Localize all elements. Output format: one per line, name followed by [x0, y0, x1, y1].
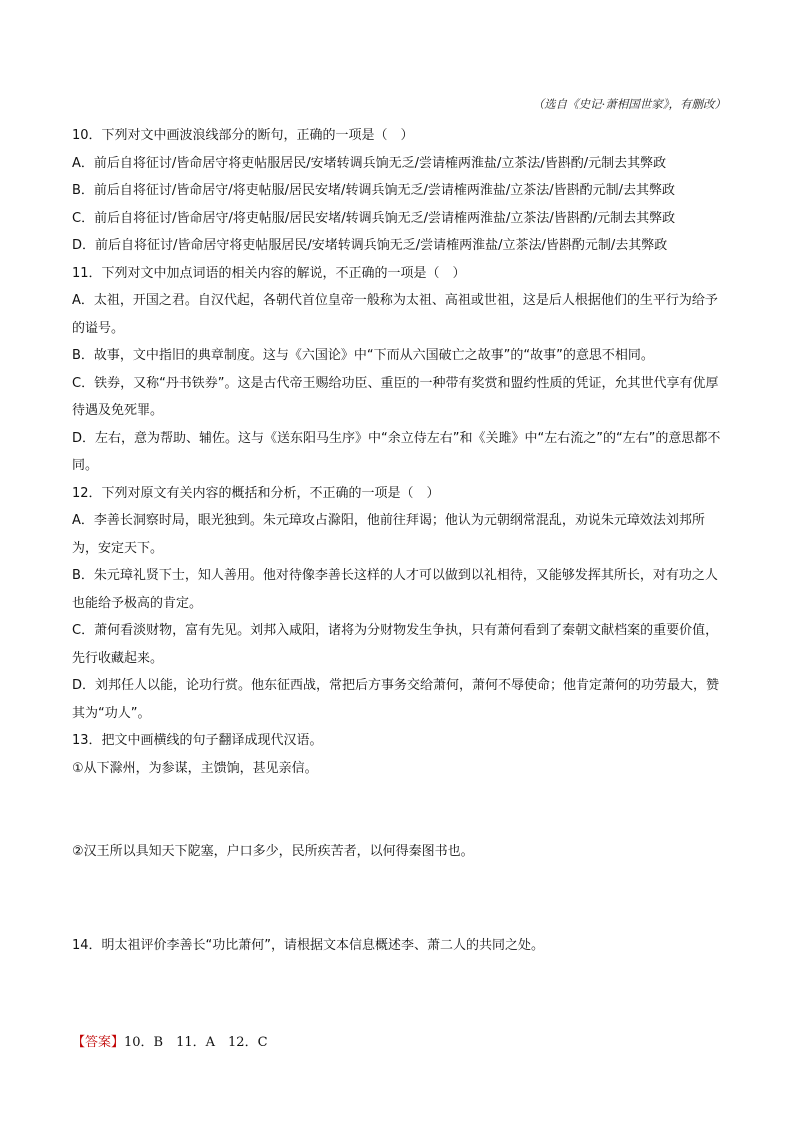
- q11-stem: 11．下列对文中加点词语的相关内容的解说，不正确的一项是（ ）: [72, 265, 466, 281]
- q13-stem: 13．把文中画横线的句子翻译成现代汉语。: [72, 733, 323, 748]
- q11-option-a: A．太祖，开国之君。自汉代起，各朝代首位皇帝一般称为太祖、高祖或世祖，这是后人根据他们的生平行为给予的谥号。: [72, 293, 718, 336]
- q11-option-c: C．铁券，又称“丹书铁券”。这是古代帝王赐给功臣、重臣的一种带有奖赏和盟约性质的凭证，允其世代享有优厚待遇及免死罪。: [72, 375, 719, 418]
- answer-space-3: [72, 959, 726, 1029]
- source-note: （选自《史记·萧相国世家》，有删改）: [532, 97, 726, 111]
- answer-text: 10．B 11．A 12．C: [124, 1035, 268, 1050]
- q10-option-b: B．前后自将征讨/皆命居守/将吏帖服/居民安堵/转调兵饷无乏/尝请榷两淮盐/立茶法/皆斟酌元制/去其弊政: [72, 183, 675, 198]
- answer-line: [72, 1029, 726, 1057]
- question-content: [72, 122, 726, 1057]
- answer-label: 【答案】: [72, 1035, 125, 1050]
- q12-option-d: D．刘邦任人以能，论功行赏。他东征西战，常把后方事务交给萧何，萧何不辱使命；他肯定萧何的功劳最大，赞其为“功人”。: [72, 678, 720, 721]
- q11-option-d: D．左右，意为帮助、辅佐。这与《送东阳马生序》中“余立侍左右”和《关雎》中“左右流之”的“左右”的意思都不同。: [72, 430, 721, 473]
- q13-sentence-2: ②汉王所以具知天下阸塞，户口多少，民所疾苦者，以何得秦图书也。: [72, 844, 474, 859]
- q12-option-b: B．朱元璋礼贤下士，知人善用。他对待像李善长这样的人才可以做到以礼相待，又能够发挥其所长，对有功之人也能给予极高的肯定。: [72, 568, 718, 611]
- q14-stem: 14．明太祖评价李善长“功比萧何”，请根据文本信息概述李、萧二人的共同之处。: [72, 937, 545, 953]
- answer-space-1: [72, 782, 726, 838]
- q13-sentence-1: ①从下滁州，为参谋，主馈饷，甚见亲信。: [72, 760, 318, 776]
- q10-stem: 10．下列对文中画波浪线部分的断句，正确的一项是（ ）: [72, 128, 414, 143]
- q12-option-a: A．李善长洞察时局，眼光独到。朱元璋攻占滁阳，他前往拜谒；他认为元朝纲常混乱，劝说朱元璋效法刘邦所为，安定天下。: [72, 513, 705, 556]
- q11-option-b: B．故事，文中指旧的典章制度。这与《六国论》中“下而从六国破亡之故事”的“故事”的意思不相同。: [72, 348, 654, 363]
- q10-option-a: A．前后自将征讨/皆命居守将吏帖服居民/安堵转调兵饷无乏/尝请榷两淮盐/立茶法/皆斟酌/元制去其弊政: [72, 155, 667, 171]
- q12-option-c: C．萧何看淡财物，富有先见。刘邦入咸阳，诸将为分财物发生争执，只有萧何看到了秦朝文献档案的重要价值，先行收藏起来。: [72, 623, 719, 666]
- q10-option-d: D．前后自将征讨/皆命居守将吏帖服居民/安堵转调兵饷无乏/尝请榷两淮盐/立茶法/皆斟酌元制/去其弊政: [72, 238, 668, 253]
- answer-space-2: [72, 866, 726, 932]
- q10-option-c: C．前后自将征讨/皆命居守/将吏帖服/居民安堵/转调兵饷无乏/尝请榷两淮盐/立茶法/皆斟酌/元制去其弊政: [72, 210, 676, 226]
- q12-stem: 12．下列对原文有关内容的概括和分析，不正确的一项是（ ）: [72, 485, 440, 501]
